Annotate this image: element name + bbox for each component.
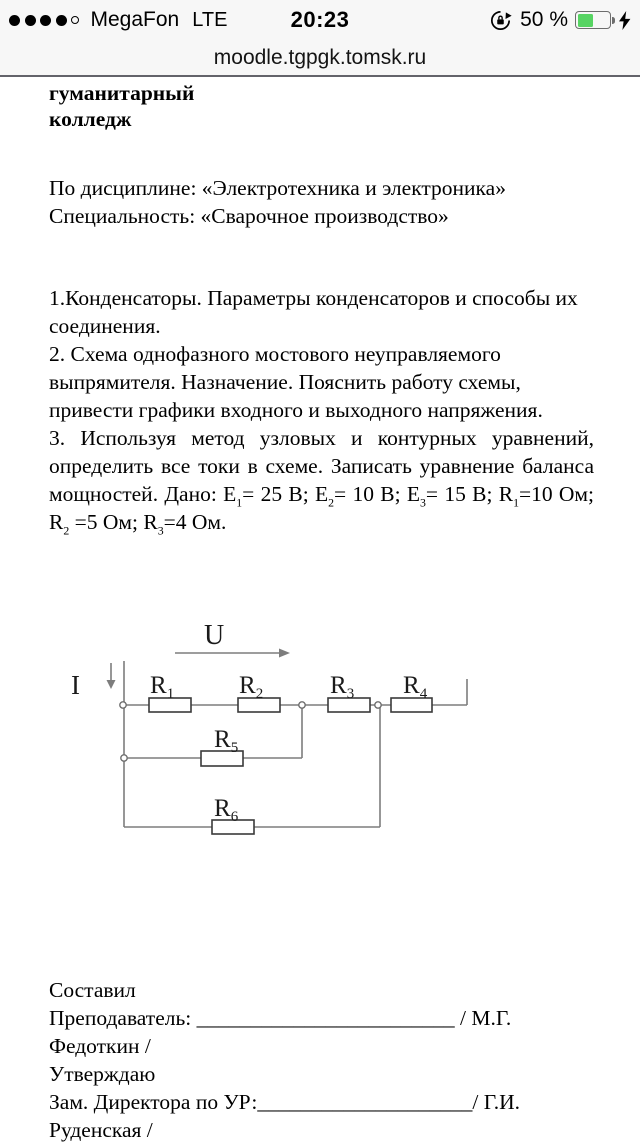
voltage-label: U — [204, 620, 225, 651]
signature-teacher-name: Федоткин / — [49, 1034, 151, 1058]
signature-teacher-line: Преподаватель: ________________________ / М.Г. — [49, 1006, 512, 1030]
carrier-label: MegaFon — [90, 8, 180, 31]
resistor-boxes — [149, 698, 432, 834]
clock: 20:23 — [290, 7, 350, 32]
specialty-line: Специальность: «Сварочное производство» — [49, 204, 449, 228]
battery-percent-label: 50 % — [520, 8, 568, 31]
battery-icon — [575, 11, 615, 29]
signature-director-line: Зам. Директора по УР:____________________/ Г.И. — [49, 1090, 521, 1114]
signal-strength-icon — [9, 15, 84, 26]
status-bar-right — [488, 8, 631, 33]
college-title-line2: колледж — [49, 107, 132, 131]
resistor-r1-label: $R_1$ — [150, 672, 175, 702]
voltage-arrowhead — [279, 649, 290, 658]
charging-icon — [619, 11, 631, 30]
current-label: I — [71, 670, 80, 700]
status-bar — [0, 0, 640, 40]
url-text[interactable]: moodle.tgpgk.tomsk.ru — [213, 45, 427, 69]
college-title — [49, 80, 594, 132]
resistor-r4-label: $R_4$ — [403, 672, 428, 702]
signature-composed-label: Составил — [49, 978, 136, 1002]
battery-fill — [578, 14, 594, 27]
resistor-r3-label: $R_3$ — [330, 672, 355, 702]
resistor-r6-label: $R_6$ — [214, 795, 239, 825]
network-type-label: LTE — [192, 8, 228, 31]
intro-block — [49, 174, 594, 230]
discipline-line: По дисциплине: «Электротехника и электроника» — [49, 176, 506, 200]
page-scroll-area[interactable] — [0, 77, 640, 1144]
current-arrowhead — [107, 680, 116, 689]
signature-block — [49, 976, 594, 1144]
college-title-line1: гуманитарный — [49, 81, 195, 105]
status-bar-left — [9, 8, 227, 32]
resistor-r5-label: $R_5$ — [214, 726, 239, 756]
url-bar[interactable] — [0, 40, 640, 77]
signature-director-name: Руденская / — [49, 1118, 153, 1142]
task-3: 3. Используя метод узловых и контурных уравнений, определить все токи в схеме. Записать уравнение баланса мощностей. Дано: $E_1= 25$ В; $E_2= 10$ В; $E_3= 15$ В; $R_1=10$ Ом; $R_2 =5$ Ом; $R_3=4$ Ом. — [49, 426, 594, 538]
signature-approved-label: Утверждаю — [49, 1062, 156, 1086]
task-list — [49, 284, 594, 536]
orientation-lock-icon — [488, 8, 513, 33]
circuit-diagram — [0, 603, 640, 843]
task-1: 1.Конденсаторы. Параметры конденсаторов и способы их соединения. — [49, 286, 578, 338]
task-2: 2. Схема однофазного мостового неуправляемого выпрямителя. Назначение. Пояснить работу схемы, привести графики входного и выходного напряжения. — [49, 342, 543, 422]
resistor-r2-label: $R_2$ — [239, 672, 264, 702]
